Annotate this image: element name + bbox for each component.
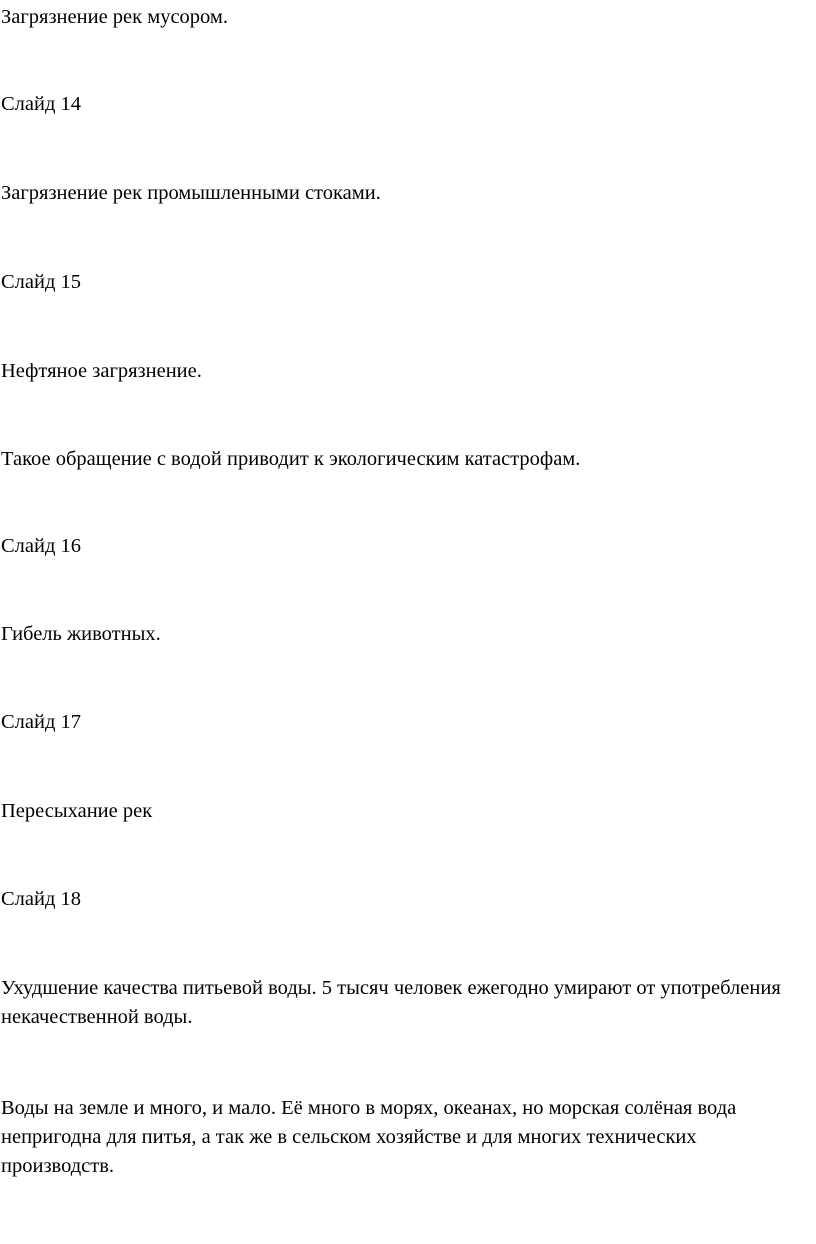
slide-14-label: Слайд 14 — [1, 93, 82, 115]
slide-17-label: Слайд 17 — [1, 711, 82, 733]
paragraph-animal-deaths: Гибель животных. — [1, 623, 161, 645]
paragraph-water-abundance: Воды на земле и много, и мало. Её много в морях, океанах, но морская солёная вода непригодна для питья, а так же в сельском хозяйстве и для многих технических производств. — [1, 1097, 737, 1177]
slide-18-label: Слайд 18 — [1, 888, 82, 910]
paragraph-drinking-water-quality: Ухудшение качества питьевой воды. 5 тысяч человек ежегодно умирают от употребления некачественной воды. — [1, 977, 781, 1028]
paragraph-rivers-drying: Пересыхание рек — [1, 800, 153, 822]
slide-16-label: Слайд 16 — [1, 535, 82, 557]
slide-15-label: Слайд 15 — [1, 271, 82, 293]
paragraph-river-litter: Загрязнение рек мусором. — [1, 6, 229, 28]
paragraph-ecological-disasters: Такое обращение с водой приводит к экологическим катастрофам. — [1, 448, 581, 470]
paragraph-oil-pollution: Нефтяное загрязнение. — [1, 360, 202, 382]
paragraph-industrial-wastewater: Загрязнение рек промышленными стоками. — [1, 182, 381, 204]
